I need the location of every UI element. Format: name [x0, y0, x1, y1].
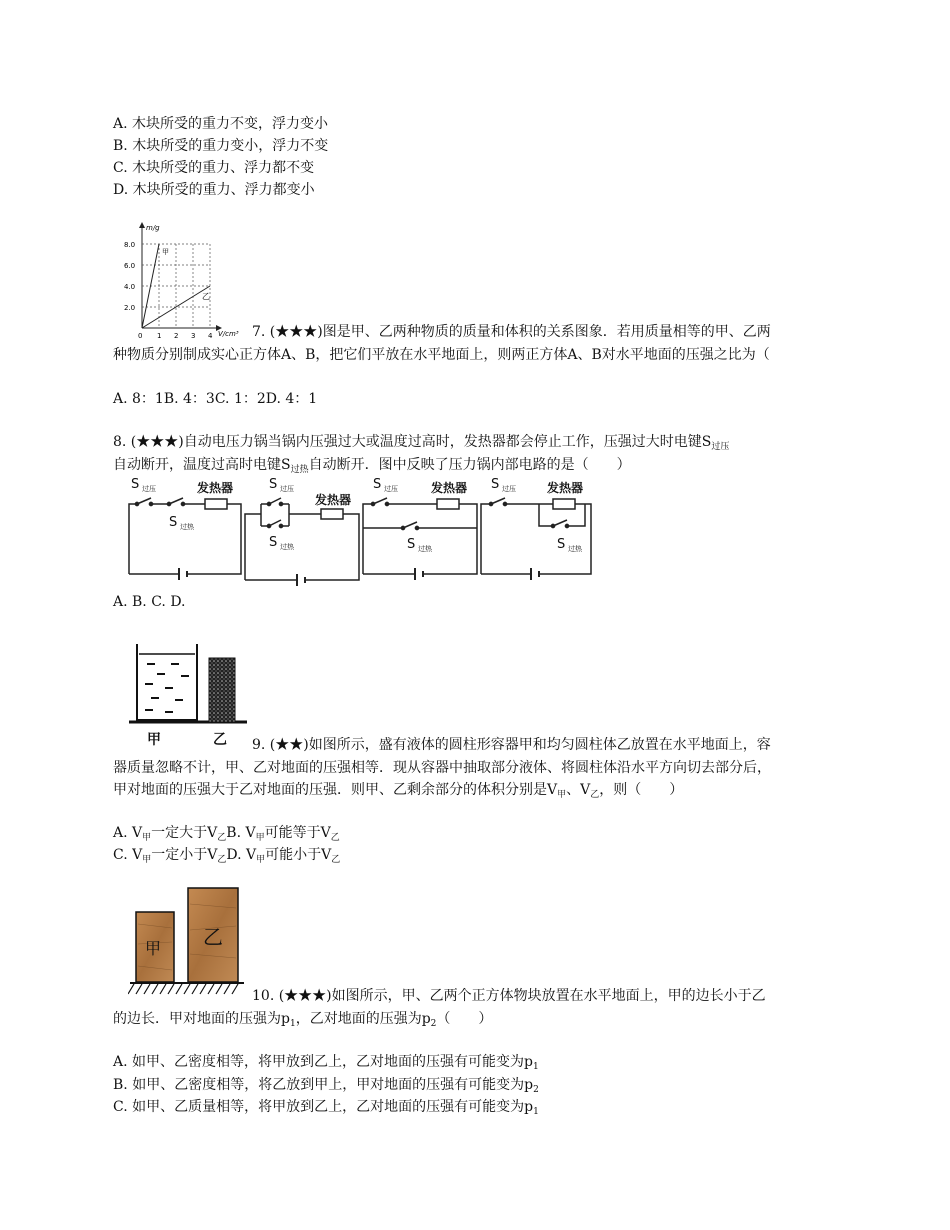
x-tick: 2 — [174, 332, 179, 340]
q10-option-b: B. 如甲、乙密度相等，将乙放到甲上，甲对地面的压强有可能变为$p_2$ — [113, 1077, 539, 1095]
svg-text:S: S — [169, 515, 178, 530]
line-jia — [142, 244, 159, 328]
svg-text:S: S — [269, 535, 278, 550]
q8-stem-1: 8. (★★★)自动电压力锅当锅内压强过大或温度过高时，发热器都会停止工作，压强过大时电键$S_{过压}$ — [113, 434, 730, 452]
q6-option-d: D. 木块所受的重力、浮力都变小 — [113, 182, 315, 198]
svg-text:发热器: 发热器 — [315, 493, 352, 507]
q6-option-c: C. 木块所受的重力、浮力都不变 — [113, 160, 315, 176]
svg-text:过压: 过压 — [384, 485, 398, 493]
svg-text:发热器: 发热器 — [547, 481, 584, 495]
q9-options-ab: A. $V_甲$一定大于$V_乙B$. $V_甲$可能等于$V_乙$ — [113, 825, 340, 843]
circuit-a — [129, 498, 241, 580]
q10-option-c: C. 如甲、乙质量相等，将甲放到乙上，乙对地面的压强有可能变为$p_1$ — [113, 1099, 539, 1117]
label-jia: 甲 — [147, 732, 161, 748]
q8-options: A. B. C. D. — [113, 594, 186, 610]
svg-text:过热: 过热 — [418, 545, 432, 553]
line-yi-label: 乙 — [202, 292, 210, 301]
svg-text:S: S — [491, 477, 500, 492]
line-jia-label: 甲 — [162, 248, 169, 256]
svg-text:过压: 过压 — [280, 485, 294, 493]
q9-stem-2: 器质量忽略不计，甲、乙对地面的压强相等．现从容器中抽取部分液体、将圆柱体沿水平方向切去部分后， — [113, 760, 771, 776]
q7-stem-2: 种物质分别制成实心正方体A、B，把它们平放在水平地面上，则两正方体A、B对水平地面的压强之比为（ — [113, 347, 770, 363]
q10-stem-2: 的边长．甲对地面的压强为$p_1$，乙对地面的压强为$p_2$（ ） — [113, 1011, 493, 1029]
svg-text:发热器: 发热器 — [197, 481, 234, 495]
container-cylinder-figure — [125, 636, 250, 748]
y-axis-label: m/g — [146, 224, 160, 232]
q9-options-cd: C. $V_甲$一定小于$V_乙D$. $V_甲$可能小于$V_乙$ — [113, 847, 341, 865]
q9-stem-1: 9. (★★)如图所示，盛有液体的圆柱形容器甲和均匀圆柱体乙放置在水平地面上，容 — [252, 737, 771, 753]
q10-stem-1: 10. (★★★)如图所示，甲、乙两个正方体物块放置在水平地面上，甲的边长小于乙 — [252, 988, 766, 1004]
svg-text:过压: 过压 — [502, 485, 516, 493]
x-tick: 0 — [138, 332, 143, 340]
cylinder-yi — [209, 658, 235, 722]
svg-text:S: S — [373, 477, 382, 492]
two-cubes-figure — [128, 884, 246, 1004]
svg-text:S: S — [131, 477, 140, 492]
label-yi: 乙 — [213, 732, 227, 748]
q6-option-b: B. 木块所受的重力变小，浮力不变 — [113, 138, 329, 154]
svg-text:发热器: 发热器 — [431, 481, 468, 495]
circuit-diagrams — [125, 474, 600, 586]
y-tick: 2.0 — [124, 304, 136, 312]
y-tick: 8.0 — [124, 241, 136, 249]
x-axis-label: V/cm³ — [218, 330, 239, 338]
mass-volume-graph — [118, 218, 250, 340]
q7-options: A. 8：1B. 4：3C. 1：2D. 4：1 — [113, 391, 318, 407]
label-jia: 甲 — [145, 939, 162, 958]
svg-text:过热: 过热 — [180, 523, 194, 531]
x-tick: 1 — [157, 332, 162, 340]
svg-text:过热: 过热 — [568, 545, 582, 553]
svg-text:过压: 过压 — [142, 485, 156, 493]
svg-text:S: S — [557, 537, 566, 552]
svg-text:S: S — [269, 477, 278, 492]
q7-stem-1: 7. (★★★)图是甲、乙两种物质的质量和体积的关系图象．若用质量相等的甲、乙两 — [252, 324, 771, 340]
q10-option-a: A. 如甲、乙密度相等，将甲放到乙上，乙对地面的压强有可能变为$p_1$ — [113, 1054, 539, 1072]
x-tick: 3 — [191, 332, 196, 340]
y-tick: 4.0 — [124, 283, 136, 291]
circuit-b — [245, 498, 359, 586]
q6-option-a: A. 木块所受的重力不变，浮力变小 — [113, 116, 329, 132]
q8-stem-2: 自动断开，温度过高时电键$S_{过热}$自动断开．图中反映了压力锅内部电路的是（ ） — [113, 457, 631, 475]
x-tick: 4 — [208, 332, 213, 340]
svg-text:过热: 过热 — [280, 543, 294, 551]
circuit-d — [481, 498, 591, 580]
svg-text:S: S — [407, 537, 416, 552]
circuit-c — [363, 498, 477, 580]
label-yi: 乙 — [203, 925, 223, 949]
q9-stem-3: 甲对地面的压强大于乙对地面的压强．则甲、乙剩余部分的体积分别是$V_甲$、$V_乙$，则（ ） — [113, 782, 684, 800]
y-tick: 6.0 — [124, 262, 136, 270]
